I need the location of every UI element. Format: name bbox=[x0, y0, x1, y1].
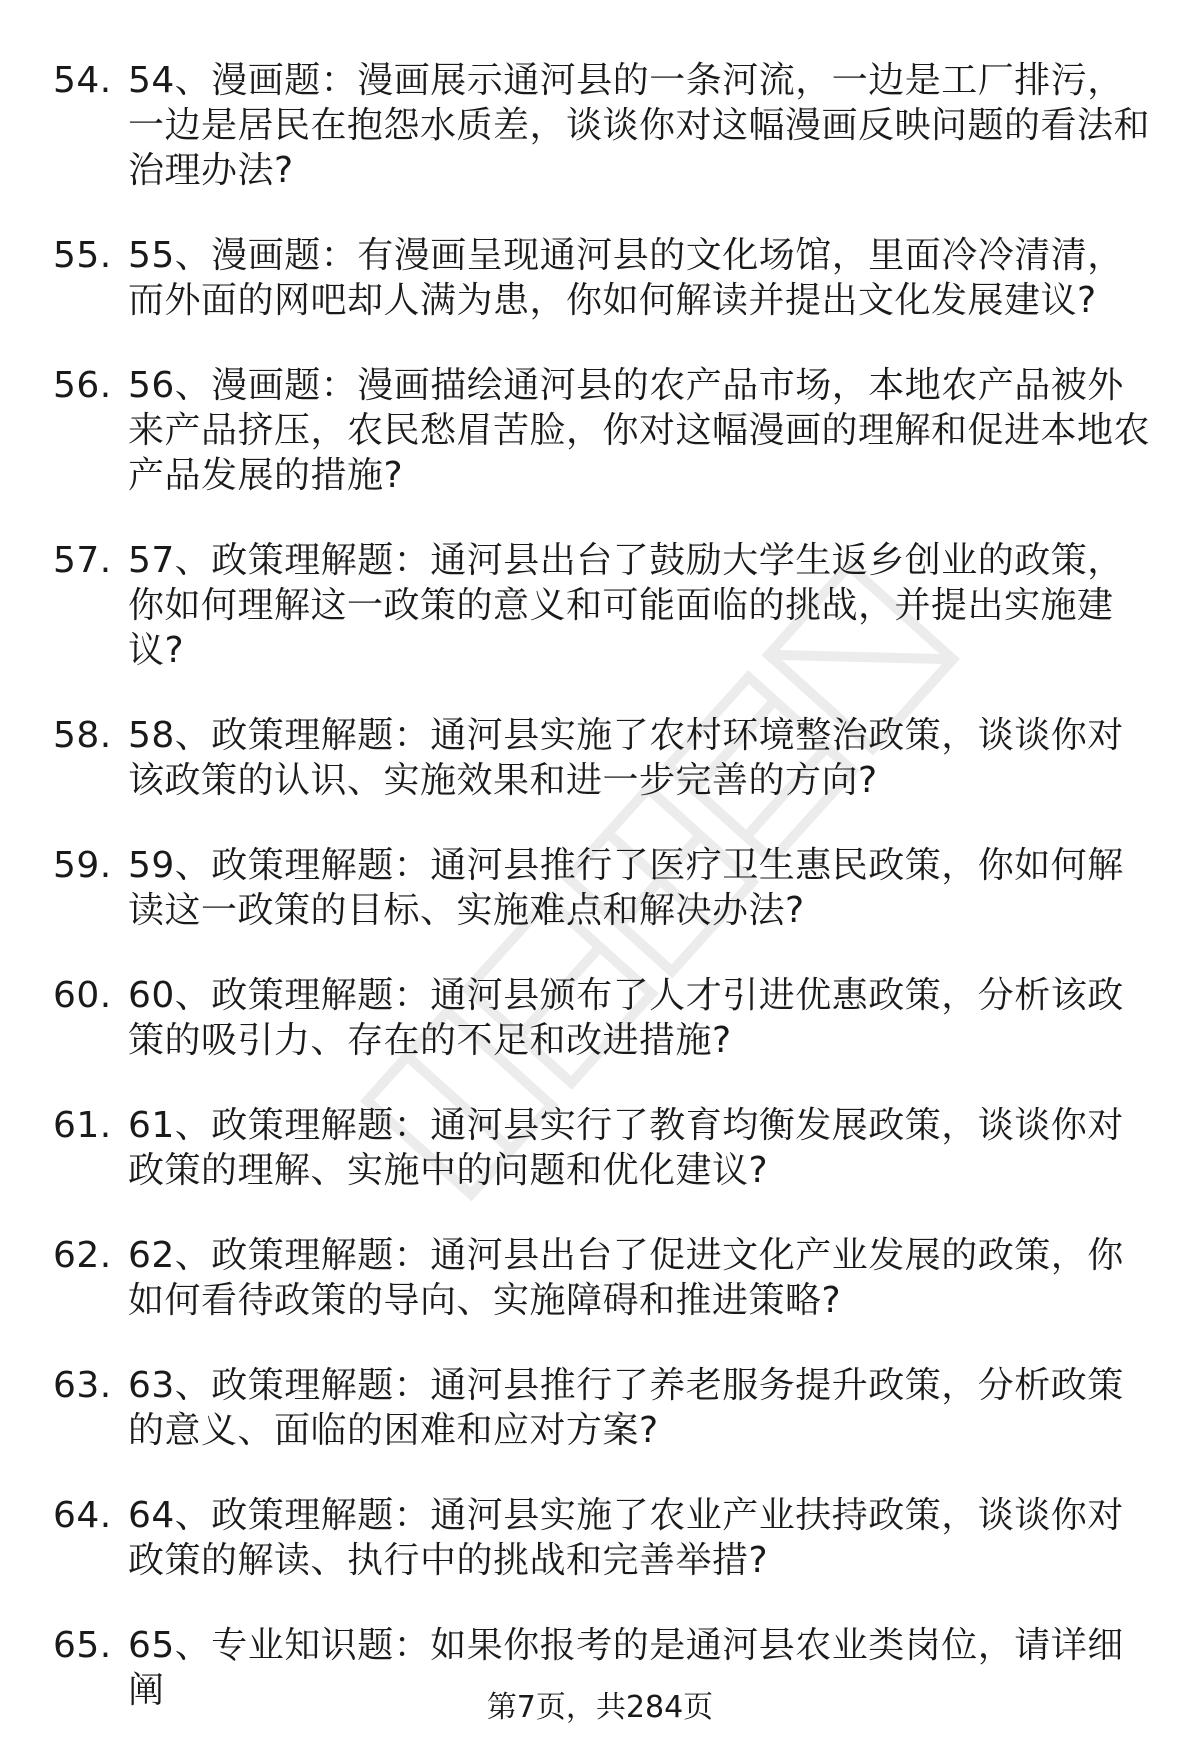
question-item bbox=[0, 1363, 1200, 1453]
question-text: 60、政策理解题：通河县颁布了人才引进优惠政策，分析该政策的吸引力、存在的不足和改进措施? bbox=[128, 975, 1124, 1061]
question-item bbox=[0, 1103, 1200, 1193]
question-number: 61. bbox=[53, 1105, 112, 1146]
question-text: 56、漫画题：漫画描绘通河县的农产品市场，本地农产品被外来产品挤压，农民愁眉苦脸，你对这幅漫画的理解和促进本地农产品发展的措施? bbox=[128, 365, 1151, 496]
question-item bbox=[0, 1493, 1200, 1583]
question-number: 64. bbox=[53, 1495, 112, 1536]
question-text: 61、政策理解题：通河县实行了教育均衡发展政策，谈谈你对政策的理解、实施中的问题和优化建议? bbox=[128, 1105, 1124, 1191]
question-text: 58、政策理解题：通河县实施了农村环境整治政策，谈谈你对该政策的认识、实施效果和进一步完善的方向? bbox=[128, 715, 1124, 801]
question-number: 55. bbox=[53, 235, 112, 276]
question-list bbox=[0, 58, 1200, 1753]
question-item bbox=[0, 58, 1200, 193]
question-number: 59. bbox=[53, 845, 112, 886]
question-text: 55、漫画题：有漫画呈现通河县的文化场馆，里面冷冷清清，而外面的网吧却人满为患，你如何解读并提出文化发展建议? bbox=[128, 235, 1124, 321]
question-item bbox=[0, 363, 1200, 498]
question-number: 57. bbox=[53, 540, 112, 581]
question-number: 56. bbox=[53, 365, 112, 406]
question-text: 62、政策理解题：通河县出台了促进文化产业发展的政策，你如何看待政策的导向、实施障碍和推进策略? bbox=[128, 1235, 1124, 1321]
question-text: 64、政策理解题：通河县实施了农业产业扶持政策，谈谈你对政策的解读、执行中的挑战和完善举措? bbox=[128, 1495, 1124, 1581]
question-number: 60. bbox=[53, 975, 112, 1016]
question-number: 54. bbox=[53, 60, 112, 101]
question-text: 54、漫画题：漫画展示通河县的一条河流，一边是工厂排污，一边是居民在抱怨水质差，谈谈你对这幅漫画反映问题的看法和治理办法? bbox=[128, 60, 1151, 191]
question-number: 62. bbox=[53, 1235, 112, 1276]
question-item bbox=[0, 713, 1200, 803]
question-item bbox=[0, 538, 1200, 673]
question-item bbox=[0, 1233, 1200, 1323]
question-text: 57、政策理解题：通河县出台了鼓励大学生返乡创业的政策，你如何理解这一政策的意义和可能面临的挑战，并提出实施建议? bbox=[128, 540, 1124, 671]
question-text: 65、专业知识题：如果你报考的是通河县农业类岗位，请详细阐 bbox=[128, 1625, 1124, 1711]
question-text: 59、政策理解题：通河县推行了医疗卫生惠民政策，你如何解读这一政策的目标、实施难点和解决办法? bbox=[128, 845, 1124, 931]
page-footer: 第7页，共284页 bbox=[486, 1690, 714, 1725]
question-item bbox=[0, 233, 1200, 323]
question-number: 58. bbox=[53, 715, 112, 756]
question-number: 65. bbox=[53, 1625, 112, 1666]
question-item bbox=[0, 973, 1200, 1063]
question-item bbox=[0, 843, 1200, 933]
question-text: 63、政策理解题：通河县推行了养老服务提升政策，分析政策的意义、面临的困难和应对方案? bbox=[128, 1365, 1124, 1451]
question-number: 63. bbox=[53, 1365, 112, 1406]
